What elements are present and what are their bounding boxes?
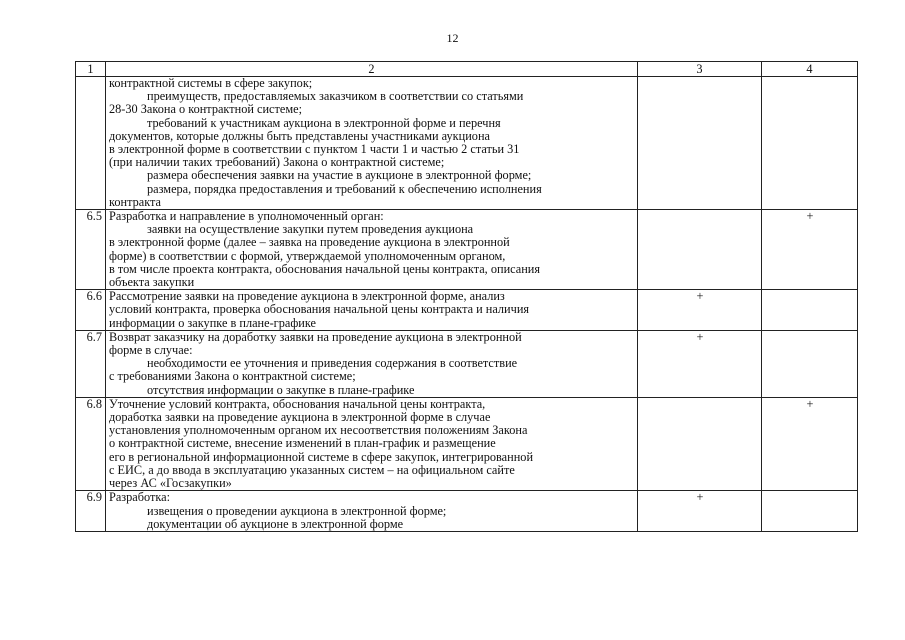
- description-line: требований к участникам аукциона в электронной форме и перечня: [147, 115, 501, 130]
- page-number: 12: [446, 31, 459, 45]
- row-number: 6.7: [76, 330, 106, 397]
- description-line: необходимости ее уточнения и приведения содержания в соответствие: [147, 356, 518, 371]
- column-3-mark: +: [638, 491, 762, 532]
- description-line: документов, которые должны быть представлены участниками аукциона: [109, 128, 490, 143]
- row-description: [106, 290, 638, 331]
- description-line: отсутствия информации о закупке в плане-графике: [147, 382, 415, 397]
- column-3-mark: [638, 397, 762, 490]
- description-line: извещения о проведении аукциона в электронной форме;: [147, 503, 447, 518]
- column-4-mark: +: [762, 210, 858, 290]
- description-line: 28-30 Закона о контрактной системе;: [109, 102, 302, 117]
- column-3-mark: +: [638, 290, 762, 331]
- description-line: документации об аукционе в электронной форме: [147, 516, 404, 531]
- column-4-mark: [762, 491, 858, 532]
- description-line: размера обеспечения заявки на участие в аукционе в электронной форме;: [147, 168, 532, 183]
- description-line: его в региональной информационной системе в сфере закупок, интегрированной: [109, 449, 534, 464]
- description-line: доработка заявки на проведение аукциона в электронной форме в случае: [109, 410, 491, 425]
- description-line: форме в случае:: [109, 343, 193, 358]
- column-header-2: 2: [106, 62, 638, 77]
- table-header-row: [76, 62, 858, 77]
- column-4-mark: [762, 330, 858, 397]
- description-line: заявки на осуществление закупки путем проведения аукциона: [147, 222, 474, 237]
- column-header-1: 1: [76, 62, 106, 77]
- row-number: 6.8: [76, 397, 106, 490]
- column-4-mark: +: [762, 397, 858, 490]
- column-3-mark: +: [638, 330, 762, 397]
- table-row: [76, 330, 858, 397]
- description-line: Уточнение условий контракта, обоснования начальной цены контракта,: [109, 396, 486, 411]
- row-description: [106, 330, 638, 397]
- row-number: 6.6: [76, 290, 106, 331]
- description-line: контрактной системы в сфере закупок;: [109, 76, 313, 90]
- column-3-mark: [638, 77, 762, 210]
- column-header-3: 3: [638, 62, 762, 77]
- row-description: [106, 491, 638, 532]
- description-line: Разработка:: [109, 490, 171, 505]
- description-line: Возврат заказчику на доработку заявки на проведение аукциона в электронной: [109, 329, 522, 344]
- table-row: [76, 290, 858, 331]
- column-4-mark: [762, 290, 858, 331]
- description-line: информации о закупке в плане-графике: [109, 315, 316, 330]
- row-number: 6.9: [76, 491, 106, 532]
- column-3-mark: [638, 210, 762, 290]
- description-line: через АС «Госзакупки»: [109, 476, 232, 491]
- row-number: [76, 77, 106, 210]
- description-line: с ЕИС, а до ввода в эксплуатацию указанных систем – на официальном сайте: [109, 462, 515, 477]
- table-body: [76, 62, 858, 532]
- procedure-table: [75, 61, 858, 532]
- table-row: [76, 210, 858, 290]
- description-line: Рассмотрение заявки на проведение аукциона в электронной форме, анализ: [109, 289, 505, 304]
- table-row: [76, 491, 858, 532]
- description-line: (при наличии таких требований) Закона о контрактной системе;: [109, 155, 445, 170]
- description-line: о контрактной системе, внесение изменений в план-график и размещение: [109, 436, 496, 451]
- description-line: в том числе проекта контракта, обоснования начальной цены контракта, описания: [109, 261, 541, 276]
- row-description: [106, 397, 638, 490]
- row-description: [106, 210, 638, 290]
- description-line: размера, порядка предоставления и требований к обеспечению исполнения: [147, 181, 542, 196]
- description-line: преимуществ, предоставляемых заказчиком в соответствии со статьями: [147, 89, 524, 104]
- description-line: объекта закупки: [109, 275, 195, 290]
- description-line: контракта: [109, 194, 162, 209]
- column-header-4: 4: [762, 62, 858, 77]
- description-line: в электронной форме (далее – заявка на проведение аукциона в электронной: [109, 235, 510, 250]
- column-4-mark: [762, 77, 858, 210]
- description-line: Разработка и направление в уполномоченный орган:: [109, 209, 384, 224]
- row-number: 6.5: [76, 210, 106, 290]
- description-line: установления уполномоченным органом их несоответствия положениям Закона: [109, 423, 528, 438]
- description-line: условий контракта, проверка обоснования начальной цены контракта и наличия: [109, 302, 530, 317]
- description-line: в электронной форме в соответствии с пунктом 1 части 1 и частью 2 статьи 31: [109, 142, 520, 157]
- table-row: [76, 77, 858, 210]
- description-line: с требованиями Закона о контрактной системе;: [109, 369, 356, 384]
- row-description: [106, 77, 638, 210]
- description-line: форме) в соответствии с формой, утверждаемой уполномоченным органом,: [109, 248, 506, 263]
- table-row: [76, 397, 858, 490]
